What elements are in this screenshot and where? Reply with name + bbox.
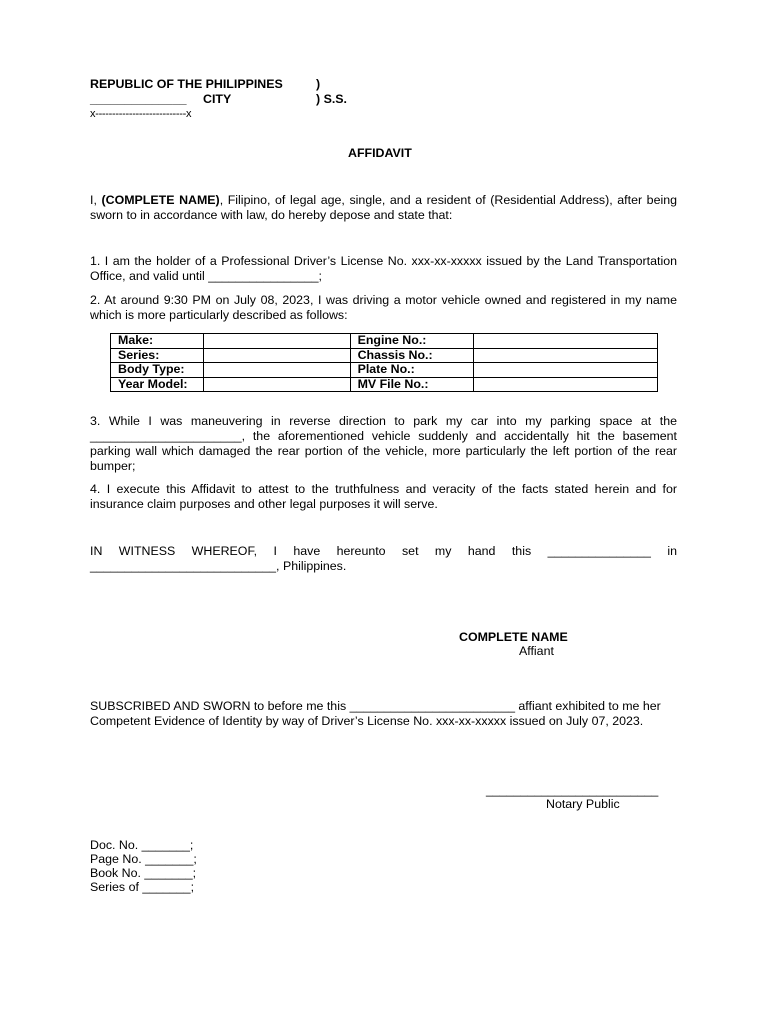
table-row (111, 348, 658, 363)
year-model-label: Year Model: (111, 377, 204, 392)
table-row (111, 377, 658, 392)
series-value[interactable] (203, 348, 350, 363)
series-of: Series of _______; (90, 880, 195, 894)
mv-file-no-label: MV File No.: (350, 377, 474, 392)
book-no: Book No. _______; (90, 866, 197, 880)
caption-city-blank: ______________ (90, 92, 187, 106)
caption-separator: x---------------------------x (90, 108, 192, 120)
page-no: Page No. _______; (90, 852, 197, 866)
jurat-paragraph: SUBSCRIBED AND SWORN to before me this ________________________ affiant exhibited to me her Competent Evidence of Identity by way of Driver’s License No. xxx-xx-xxxxx issued on July 07, 2023. (90, 699, 661, 728)
caption-city: CITY (203, 92, 232, 106)
mv-file-no-value[interactable] (474, 377, 658, 392)
affiant-name: COMPLETE NAME (459, 630, 568, 644)
affiant-label: Affiant (519, 644, 554, 658)
paragraph-2: 2. At around 9:30 PM on July 08, 2023, I was driving a motor vehicle owned and registered in my name which is more particularly described as follows: (90, 293, 677, 322)
paragraph-3: 3. While I was maneuvering in reverse direction to park my car into my parking space at the ______________________, the aforementioned vehicle suddenly and accidentally hit the basement parking wall which damaged the rear portion of the vehicle, more particularly the left portion of the rear bumper; (90, 414, 677, 473)
intro-rest: , Filipino, of legal age, single, and a resident of (Residential Address), after being sworn to in accordance with law, do hereby depose and state that: (90, 193, 678, 222)
notary-public-label: Notary Public (546, 797, 620, 811)
caption-ss: ) S.S. (316, 92, 347, 106)
vehicle-table (110, 333, 658, 392)
caption-republic: REPUBLIC OF THE PHILIPPINES (90, 77, 283, 91)
chassis-no-label: Chassis No.: (350, 348, 474, 363)
plate-no-label: Plate No.: (350, 363, 474, 378)
caption-paren1: ) (316, 77, 321, 91)
paragraph-1: 1. I am the holder of a Professional Driver’s License No. xxx-xx-xxxxx issued by the Land Transportation Office, and valid until ________________; (90, 254, 677, 283)
witness-line-1: IN WITNESS WHEREOF, I have hereunto set my hand this _______________ in (90, 544, 677, 558)
witness-line-2: ___________________________, Philippines. (90, 559, 347, 573)
affiant-name-placeholder: (COMPLETE NAME) (101, 193, 220, 207)
paragraph-4: 4. I execute this Affidavit to attest to the truthfulness and veracity of the facts stated herein and for insurance claim purposes and other legal purposes it will serve. (90, 482, 677, 511)
series-label: Series: (111, 348, 204, 363)
doc-no: Doc. No. _______; (90, 838, 194, 852)
notary-signature-line: _________________________ (486, 783, 659, 797)
caption-line1 (90, 77, 283, 92)
table-row (111, 363, 658, 378)
year-model-value[interactable] (203, 377, 350, 392)
document-title: AFFIDAVIT (348, 146, 412, 160)
table-row (111, 334, 658, 349)
intro-paragraph (90, 193, 677, 223)
make-label: Make: (111, 334, 204, 349)
body-type-value[interactable] (203, 363, 350, 378)
engine-no-value[interactable] (474, 334, 658, 349)
chassis-no-value[interactable] (474, 348, 658, 363)
make-value[interactable] (203, 334, 350, 349)
body-type-label: Body Type: (111, 363, 204, 378)
intro-prefix: I, (90, 193, 102, 207)
engine-no-label: Engine No.: (350, 334, 474, 349)
plate-no-value[interactable] (474, 363, 658, 378)
